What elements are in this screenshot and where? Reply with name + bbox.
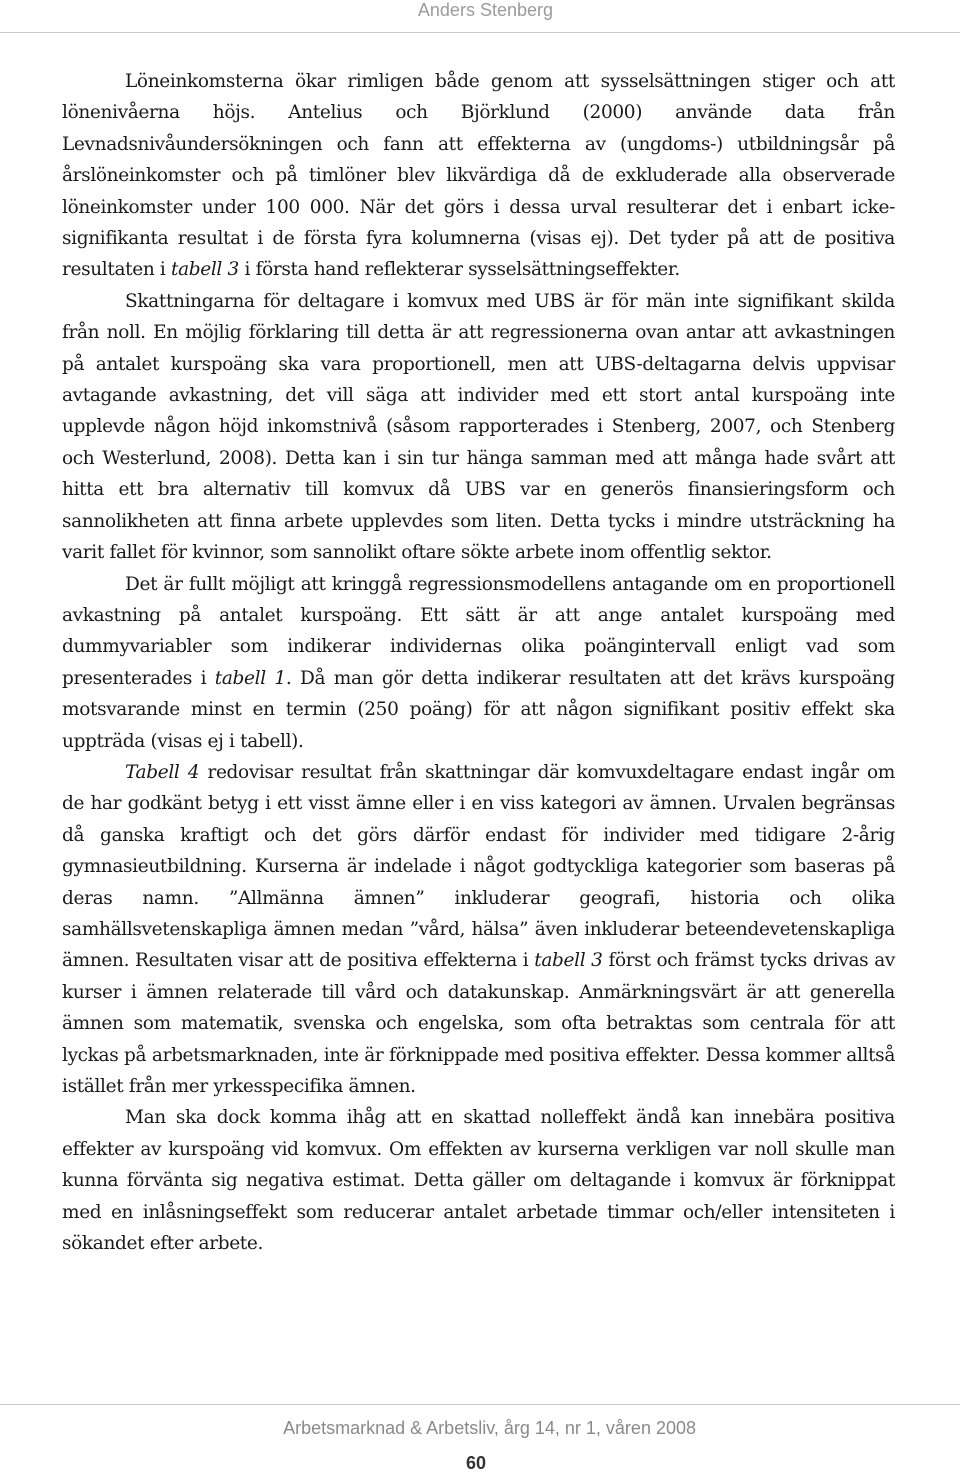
- table-reference: tabell 3: [534, 950, 603, 972]
- paragraph: [62, 66, 895, 286]
- table-reference: tabell 1: [214, 667, 286, 689]
- paragraph-text: Skattningarna för deltagare i komvux med UBS är för män inte signifikant skilda från noll. En möjlig förklaring till detta är att regressionerna ovan antar att avkastningen på antalet kurspoäng ska vara proportionell, men att UBS-deltagarna delvis uppvisar avtagande avkastning, det vill säga att individer med ett stort antal kurspoäng inte upplevde någon höjd inkomstnivå (såsom rapporterades i Stenberg, 2007, och Stenberg och Westerlund, 2008). Detta kan i sin tur hänga samman med att många hade svårt att hitta ett bra alternativ till komvux då UBS var en generös finansieringsform och sannolikheten att finna arbete upplevdes som liten. Detta tycks i mindre utsträckning ha varit fallet för kvinnor, som sannolikt oftare sökte arbete inom offentlig sektor.: [62, 290, 895, 564]
- paragraph-text: Det är fullt möjligt att kringgå regressionsmodellens antagande om en proportionell avkastning på antalet kurspoäng. Ett sätt är att ange antalet kurspoäng med dummyvariabler som indikerar individernas olika poängintervall enligt vad som presenterades i: [62, 573, 895, 689]
- article-body: [62, 66, 895, 1259]
- running-head-author: Anders Stenberg: [417, 0, 553, 20]
- paragraph: [62, 1102, 895, 1259]
- paragraph-text: Man ska dock komma ihåg att en skattad nolleffekt ändå kan innebära positiva effekter av kurspoäng vid komvux. Om effekten av kurserna verkligen var noll skulle man kunna förvänta sig negativa estimat. Detta gäller om deltagande i komvux är förknippat med en inlåsningseffekt som reducerar antalet arbetade timmar och/eller intensiteten i sökandet efter arbete.: [62, 1107, 895, 1255]
- running-head: [0, 0, 960, 27]
- paragraph: [62, 286, 895, 569]
- table-reference: tabell 3: [171, 259, 239, 281]
- table-reference: Tabell 4: [125, 761, 200, 783]
- paragraph-text: . Då man gör detta indikerar resultaten att det krävs kurspoäng motsvarande minst en termin (250 poäng) för att någon signifikant positiv effekt ska uppträda (visas ej i tabell).: [62, 667, 895, 752]
- journal-citation: Arbetsmarknad & Arbetsliv, årg 14, nr 1, våren 2008: [283, 1418, 696, 1438]
- page-number: 60: [466, 1453, 487, 1473]
- footer-divider: [0, 1404, 960, 1405]
- paragraph-text: redovisar resultat från skattningar där komvuxdeltagare endast ingår om de har godkänt betyg i ett visst ämne eller i en viss kategori av ämnen. Urvalen begränsas då ganska kraftigt och det görs därför endast för individer med tidigare 2-årig gymnasieutbildning. Kurserna är indelade i något godtyckliga kategorier som baseras på deras namn. ”Allmänna ämnen” inkluderar geografi, historia och olika samhällsvetenskapliga ämnen medan ”vård, hälsa” även inkluderar beteendevetenskapliga ämnen. Resultaten visar att de positiva effekterna i: [62, 761, 895, 972]
- paragraph: [62, 569, 895, 757]
- paragraph: [62, 757, 895, 1102]
- header-divider: [0, 32, 960, 33]
- paragraph-text: i första hand reflekterar sysselsättningseffekter.: [238, 259, 680, 281]
- paragraph-text: Löneinkomsterna ökar rimligen både genom att sysselsättningen stiger och att lönenivåerna höjs. Antelius och Björklund (2000) använde data från Levnadsnivåundersökningen och fann att effekterna av (ungdoms-) utbildningsår på årslöneinkomster och på timlöner blev likvärdiga då de exkluderade alla observerade löneinkomster under 100 000. När det görs i dessa urval resulterar det i enbart icke-signifikanta resultat i de första fyra kolumnerna (visas ej). Det tyder på att de positiva resultaten i: [62, 71, 895, 281]
- paragraph-text: först och främst tycks drivas av kurser i ämnen relaterade till vård och datakunskap. Anmärkningsvärt är att generella ämnen som matematik, svenska och engelska, som ofta betraktas som centrala för att lyckas på arbetsmarknaden, inte är förknippade med positiva effekter. Dessa kommer alltså istället från mer yrkesspecifika ämnen.: [62, 950, 895, 1097]
